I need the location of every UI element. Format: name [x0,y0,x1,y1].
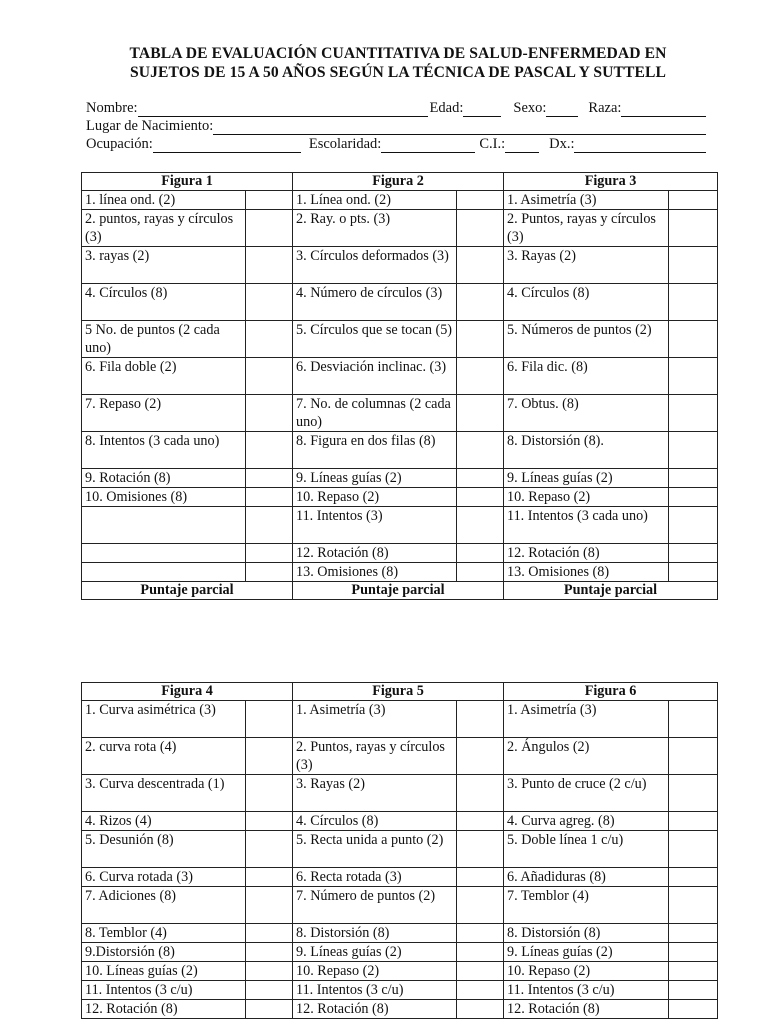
item-cell: 5. Números de puntos (2) [504,321,669,358]
score-cell[interactable] [669,488,718,507]
score-cell[interactable] [246,943,293,962]
score-cell[interactable] [457,924,504,943]
table-row [82,738,718,775]
score-cell[interactable] [669,432,718,469]
score-cell[interactable] [246,395,293,432]
score-cell[interactable] [457,701,504,738]
score-cell[interactable] [457,507,504,544]
table-row [82,469,718,488]
score-cell[interactable] [669,962,718,981]
ci-field[interactable] [505,138,539,153]
score-cell[interactable] [246,191,293,210]
score-cell[interactable] [246,924,293,943]
table-row [82,488,718,507]
sexo-label: Sexo: [513,100,547,116]
score-cell[interactable] [669,563,718,582]
score-cell[interactable] [669,981,718,1000]
item-cell: 7. Adiciones (8) [82,887,246,924]
score-cell[interactable] [246,775,293,812]
form-row-2 [86,117,708,135]
header-figura-5: Figura 5 [293,683,504,701]
document-title [80,44,716,82]
table-row [82,1000,718,1019]
table-row [82,247,718,284]
dx-label: Dx.: [549,136,575,152]
table-header-row [82,173,718,191]
table-row [82,943,718,962]
item-cell: 11. Intentos (3 cada uno) [504,507,669,544]
score-cell[interactable] [457,775,504,812]
table-row [82,210,718,247]
item-cell: 9. Líneas guías (2) [293,943,457,962]
table-row [82,868,718,887]
escolaridad-label: Escolaridad: [308,136,382,152]
nombre-label: Nombre: [86,100,138,116]
table-row [82,432,718,469]
score-cell[interactable] [457,284,504,321]
score-cell[interactable] [669,284,718,321]
item-cell: 13. Omisiones (8) [293,563,457,582]
score-cell[interactable] [457,962,504,981]
table-header-row [82,683,718,701]
item-cell: 1. Asimetría (3) [504,701,669,738]
item-cell: 8. Distorsión (8) [293,924,457,943]
score-cell[interactable] [457,887,504,924]
item-cell: 7. Repaso (2) [82,395,246,432]
item-cell: 9. Líneas guías (2) [504,469,669,488]
score-cell[interactable] [246,962,293,981]
score-cell[interactable] [457,738,504,775]
item-cell: 4. Círculos (8) [82,284,246,321]
score-cell[interactable] [669,507,718,544]
score-cell[interactable] [457,191,504,210]
item-cell: 2. Puntos, rayas y círculos (3) [293,738,457,775]
score-cell[interactable] [246,284,293,321]
item-cell [82,544,246,563]
item-cell: 3. Curva descentrada (1) [82,775,246,812]
item-cell: 11. Intentos (3) [293,507,457,544]
table-row [82,284,718,321]
item-cell: 12. Rotación (8) [504,1000,669,1019]
item-cell: 8. Distorsión (8) [504,924,669,943]
item-cell: 2. Ray. o pts. (3) [293,210,457,247]
item-cell: 2. curva rota (4) [82,738,246,775]
score-cell[interactable] [457,247,504,284]
score-cell[interactable] [457,469,504,488]
score-cell[interactable] [246,1000,293,1019]
score-cell[interactable] [457,812,504,831]
raza-field[interactable] [621,102,706,117]
form-row-3 [86,135,708,153]
item-cell: 6. Desviación inclinac. (3) [293,358,457,395]
score-cell[interactable] [669,1000,718,1019]
item-cell: 10. Omisiones (8) [82,488,246,507]
score-cell[interactable] [457,358,504,395]
item-cell: 2. Ángulos (2) [504,738,669,775]
score-cell[interactable] [246,887,293,924]
score-cell[interactable] [669,469,718,488]
item-cell [82,507,246,544]
score-cell[interactable] [669,812,718,831]
item-cell: 3. Círculos deformados (3) [293,247,457,284]
table-row [82,887,718,924]
item-cell: 3. Rayas (2) [293,775,457,812]
item-cell: 5. Círculos que se tocan (5) [293,321,457,358]
item-cell: 4. Círculos (8) [504,284,669,321]
item-cell: 6. Fila dic. (8) [504,358,669,395]
score-cell[interactable] [246,247,293,284]
table-row [82,507,718,544]
escolaridad-field[interactable] [381,138,475,153]
item-cell: 6. Recta rotada (3) [293,868,457,887]
edad-field[interactable] [463,102,501,117]
score-cell[interactable] [246,981,293,1000]
score-cell[interactable] [457,831,504,868]
item-cell: 9. Rotación (8) [82,469,246,488]
item-cell: 1. Asimetría (3) [293,701,457,738]
score-cell[interactable] [246,432,293,469]
score-cell[interactable] [457,321,504,358]
item-cell: 12. Rotación (8) [293,1000,457,1019]
item-cell: 7. Temblor (4) [504,887,669,924]
item-cell: 5. Doble línea 1 c/u) [504,831,669,868]
score-cell[interactable] [457,943,504,962]
score-cell[interactable] [246,701,293,738]
item-cell: 1. Asimetría (3) [504,191,669,210]
item-cell: 4. Curva agreg. (8) [504,812,669,831]
header-figura-6: Figura 6 [504,683,718,701]
item-cell: 7. Obtus. (8) [504,395,669,432]
score-cell[interactable] [669,887,718,924]
title-line-1: TABLA DE EVALUACIÓN CUANTITATIVA DE SALUD-ENFERMEDAD EN [129,45,667,62]
item-cell: 2. Puntos, rayas y círculos (3) [504,210,669,247]
lugar-field[interactable] [213,120,706,135]
score-cell[interactable] [457,868,504,887]
item-cell: 2. puntos, rayas y círculos (3) [82,210,246,247]
item-cell: 6. Curva rotada (3) [82,868,246,887]
score-cell[interactable] [669,210,718,247]
table-row [82,962,718,981]
table-row [82,812,718,831]
table-row [82,775,718,812]
table-row [82,981,718,1000]
item-cell: 12. Rotación (8) [293,544,457,563]
score-cell[interactable] [669,191,718,210]
score-cell[interactable] [669,831,718,868]
table-row [82,544,718,563]
item-cell: 1. Línea ond. (2) [293,191,457,210]
item-cell: 6. Fila doble (2) [82,358,246,395]
item-cell: 7. Número de puntos (2) [293,887,457,924]
table-row [82,701,718,738]
puntaje-parcial-1: Puntaje parcial [82,582,293,600]
item-cell: 5 No. de puntos (2 cada uno) [82,321,246,358]
item-cell: 1. Curva asimétrica (3) [82,701,246,738]
score-table-figures-1-3 [81,172,718,600]
score-cell[interactable] [669,358,718,395]
score-cell[interactable] [246,544,293,563]
header-figura-1: Figura 1 [82,173,293,191]
score-cell[interactable] [246,563,293,582]
item-cell: 11. Intentos (3 c/u) [82,981,246,1000]
score-cell[interactable] [669,738,718,775]
score-cell[interactable] [246,358,293,395]
form-row-1 [86,99,708,117]
item-cell: 8. Temblor (4) [82,924,246,943]
item-cell: 5. Recta unida a punto (2) [293,831,457,868]
item-cell: 10. Repaso (2) [504,488,669,507]
puntaje-parcial-2: Puntaje parcial [293,582,504,600]
ci-label: C.I.: [479,136,506,152]
score-cell[interactable] [669,321,718,358]
ocupacion-label: Ocupación: [86,136,153,152]
score-cell[interactable] [669,395,718,432]
item-cell: 10. Líneas guías (2) [82,962,246,981]
puntaje-parcial-3: Puntaje parcial [504,582,718,600]
item-cell: 12. Rotación (8) [504,544,669,563]
score-cell[interactable] [457,563,504,582]
table-row [82,191,718,210]
table-row [82,563,718,582]
header-figura-4: Figura 4 [82,683,293,701]
item-cell: 7. No. de columnas (2 cada uno) [293,395,457,432]
score-cell[interactable] [457,432,504,469]
table-row [82,321,718,358]
raza-label: Raza: [588,100,622,116]
score-cell[interactable] [669,943,718,962]
item-cell: 3. Punto de cruce (2 c/u) [504,775,669,812]
table-row [82,358,718,395]
item-cell: 8. Figura en dos filas (8) [293,432,457,469]
item-cell: 10. Repaso (2) [504,962,669,981]
score-cell[interactable] [669,247,718,284]
item-cell: 4. Rizos (4) [82,812,246,831]
item-cell: 5. Desunión (8) [82,831,246,868]
lugar-label: Lugar de Nacimiento: [86,118,214,134]
score-cell[interactable] [457,981,504,1000]
score-cell[interactable] [246,210,293,247]
item-cell: 9. Líneas guías (2) [293,469,457,488]
score-cell[interactable] [669,924,718,943]
dx-field[interactable] [574,138,706,153]
score-cell[interactable] [669,544,718,563]
item-cell: 10. Repaso (2) [293,488,457,507]
score-cell[interactable] [246,831,293,868]
score-cell[interactable] [457,395,504,432]
score-cell[interactable] [246,868,293,887]
score-cell[interactable] [669,868,718,887]
score-cell[interactable] [457,488,504,507]
item-cell: 9.Distorsión (8) [82,943,246,962]
item-cell: 8. Intentos (3 cada uno) [82,432,246,469]
patient-info-form [86,99,708,153]
item-cell: 11. Intentos (3 c/u) [293,981,457,1000]
item-cell: 10. Repaso (2) [293,962,457,981]
item-cell: 3. Rayas (2) [504,247,669,284]
score-cell[interactable] [246,321,293,358]
score-cell[interactable] [669,701,718,738]
header-figura-3: Figura 3 [504,173,718,191]
header-figura-2: Figura 2 [293,173,504,191]
score-cell[interactable] [246,812,293,831]
item-cell: 12. Rotación (8) [82,1000,246,1019]
title-line-2: SUJETOS DE 15 A 50 AÑOS SEGÚN LA TÉCNICA DE PASCAL Y SUTTELL [129,64,667,81]
score-cell[interactable] [457,1000,504,1019]
table-row [82,831,718,868]
score-cell[interactable] [246,469,293,488]
table-footer-row [82,582,718,600]
score-cell[interactable] [246,488,293,507]
score-cell[interactable] [457,210,504,247]
nombre-field[interactable] [138,102,428,117]
item-cell: 4. Número de círculos (3) [293,284,457,321]
item-cell: 1. línea ond. (2) [82,191,246,210]
ocupacion-field[interactable] [153,138,301,153]
item-cell: 8. Distorsión (8). [504,432,669,469]
item-cell: 6. Añadiduras (8) [504,868,669,887]
edad-label: Edad: [429,100,464,116]
score-cell[interactable] [246,507,293,544]
item-cell [82,563,246,582]
item-cell: 9. Líneas guías (2) [504,943,669,962]
score-table-figures-4-6 [81,682,718,1019]
score-cell[interactable] [457,544,504,563]
table-row [82,395,718,432]
score-cell[interactable] [669,775,718,812]
sexo-field[interactable] [546,102,578,117]
item-cell: 13. Omisiones (8) [504,563,669,582]
item-cell: 4. Círculos (8) [293,812,457,831]
item-cell: 11. Intentos (3 c/u) [504,981,669,1000]
table-row [82,924,718,943]
item-cell: 3. rayas (2) [82,247,246,284]
score-cell[interactable] [246,738,293,775]
